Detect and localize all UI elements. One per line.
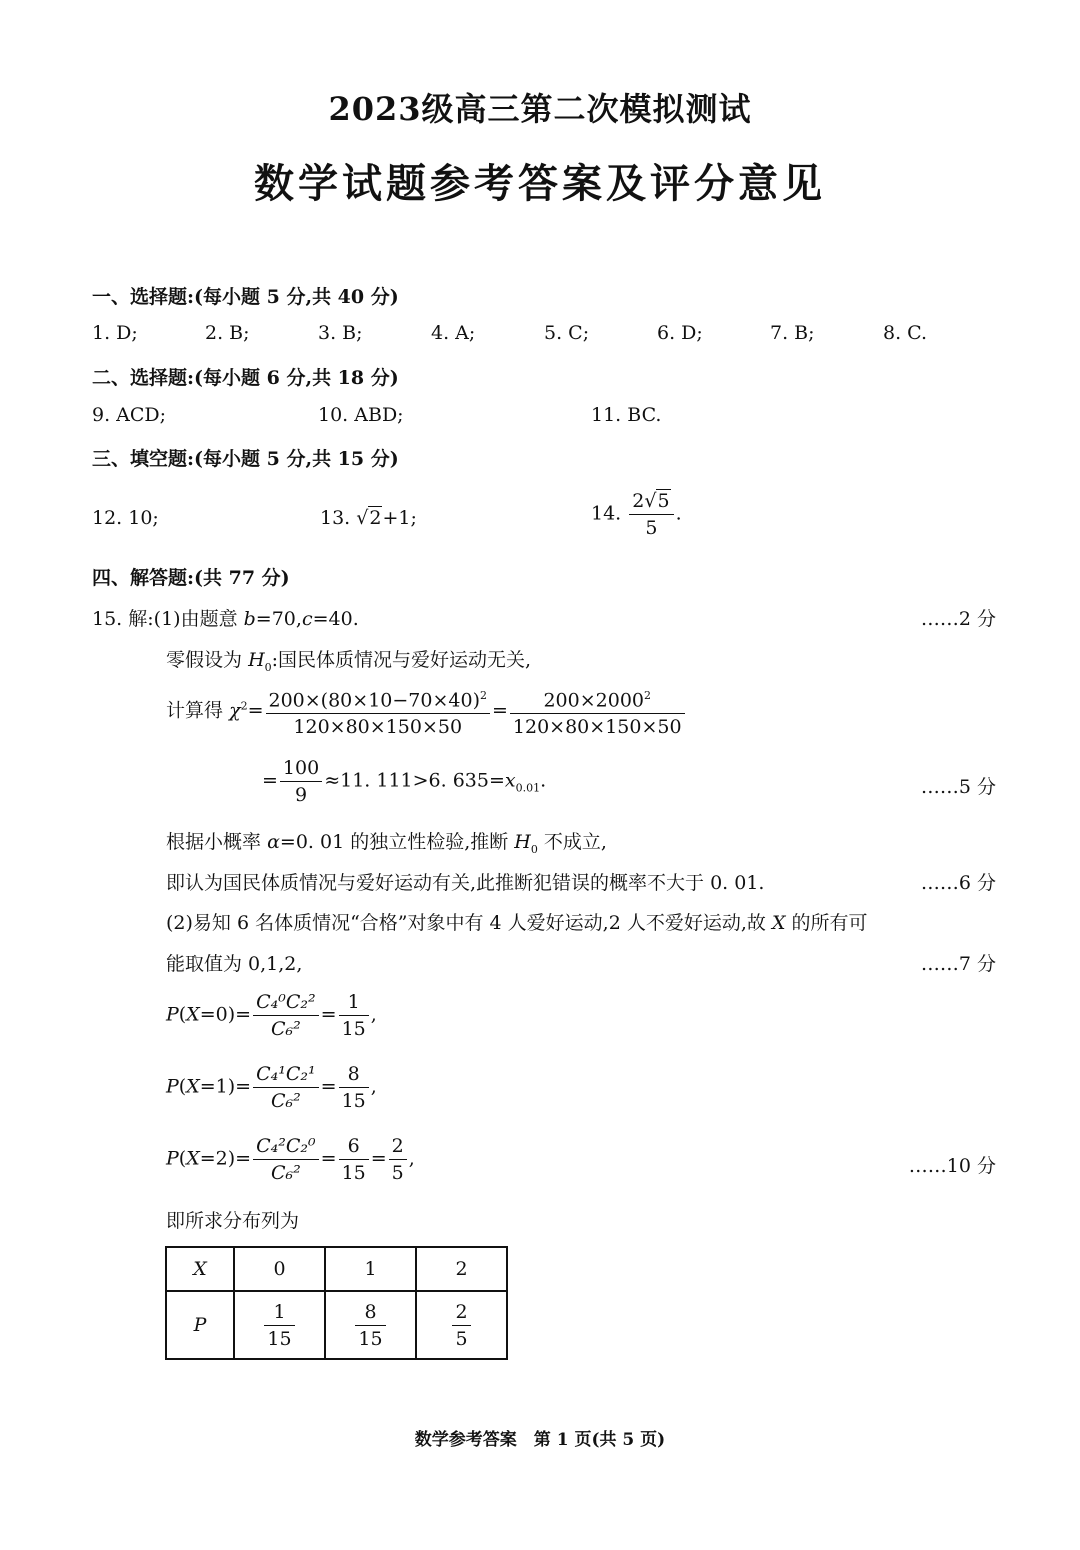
answer-14-prefix: 14. [591, 502, 622, 525]
answer-9: 9. ACD; [92, 404, 167, 426]
px0-result-fraction [339, 989, 369, 1042]
test-prefix: 根据小概率 [166, 831, 262, 853]
var-X: X [186, 1147, 200, 1170]
answer-3: 3. B; [318, 322, 363, 344]
document-title: 数学试题参考答案及评分意见 [254, 160, 826, 207]
px2-mid-num: 6 [339, 1133, 369, 1160]
answer-14 [591, 488, 682, 541]
section-heading-solutions: 四、解答题:(共 77 分) [92, 567, 290, 589]
period: . [540, 769, 547, 792]
answer-14-coef: 2 [632, 490, 645, 512]
px2-numerator: C₄²C₂⁰ [253, 1133, 319, 1160]
h0-prefix: 零假设为 [166, 649, 243, 671]
independence-test [166, 827, 607, 856]
chi-symbol: χ [229, 699, 241, 722]
P-symbol: P [166, 1003, 179, 1026]
comma: , [408, 1147, 415, 1170]
page-footer: 数学参考答案 第 1 页(共 5 页) [414, 1430, 666, 1450]
table-cell [416, 1291, 507, 1359]
px1-lhs: =1)= [199, 1075, 252, 1098]
chi-square-result [262, 755, 546, 808]
h0-sub: 0 [264, 660, 272, 674]
px2-result-fraction [389, 1133, 407, 1186]
equals: = [320, 1147, 337, 1170]
var-c: c [301, 608, 313, 630]
part2-suffix: 的所有可 [791, 912, 868, 934]
answer-14-fraction: $\frac{2√5}{5}$ [629, 488, 673, 541]
table-den: 15 [358, 1327, 383, 1350]
answer-2: 2. B; [205, 322, 250, 344]
exam-title: 2023级高三第二次模拟测试 [328, 90, 752, 128]
px0-lhs: =0)= [199, 1003, 252, 1026]
px2-comb-fraction [253, 1133, 319, 1186]
h0-text: :国民体质情况与爱好运动无关, [271, 649, 532, 671]
answer-5: 5. C; [544, 322, 590, 344]
px2-middle-fraction [339, 1133, 369, 1186]
frac2-denominator: 120×80×150×50 [512, 716, 682, 739]
var-X: X [186, 1075, 200, 1098]
part2-text: (2)易知 6 名体质情况“合格”对象中有 4 人爱好运动,2 人不爱好运动,故 [166, 912, 766, 934]
approx-value: ≈11. 111>6. 635= [324, 769, 505, 792]
answer-14-denominator: 5 [645, 517, 658, 539]
px1-result-den: 15 [341, 1090, 366, 1112]
calc-prefix: 计算得 [166, 699, 224, 722]
x-critical: x [504, 769, 516, 792]
px1-numerator: C₄¹C₂¹ [253, 1061, 319, 1088]
equals: = [262, 769, 278, 792]
px2-result-den: 5 [391, 1162, 404, 1184]
frac2-numerator: 200×2000 [543, 689, 644, 712]
chi-fraction-3 [280, 755, 322, 808]
var-X: X [771, 912, 786, 934]
px0-comb-fraction [253, 989, 319, 1042]
table-den: 5 [455, 1327, 468, 1350]
px1-comb-fraction [253, 1061, 319, 1114]
q15-line-1 [92, 604, 359, 631]
P-symbol: P [166, 1075, 179, 1098]
answer-13: 13. √2+1; [320, 507, 417, 529]
px0-result-den: 15 [341, 1018, 366, 1040]
px0-denominator: C₆² [270, 1018, 301, 1040]
prob-x-0 [166, 989, 377, 1042]
equals: = [247, 699, 264, 722]
prob-x-2 [166, 1133, 415, 1186]
px1-result-num: 8 [339, 1061, 369, 1088]
answer-13-suffix: +1; [382, 507, 417, 529]
table-cell: 1 [325, 1247, 416, 1291]
table-row [166, 1291, 507, 1359]
table-cell: 2 [416, 1247, 507, 1291]
conclusion-text: 即认为国民体质情况与爱好运动有关,此推断犯错误的概率不大于 0. 01. [166, 872, 765, 894]
score-2: ……2 分 [920, 608, 996, 630]
table-header-p: P [166, 1291, 234, 1359]
equals: = [320, 1003, 337, 1026]
table-cell [325, 1291, 416, 1359]
frac1-sup: 2 [479, 689, 487, 702]
chi-square-calc [166, 683, 687, 740]
table-num: 2 [452, 1299, 470, 1326]
answer-8: 8. C. [883, 322, 928, 344]
lparen: ( [178, 1075, 187, 1098]
distribution-table [165, 1246, 508, 1360]
test-middle: =0. 01 的独立性检验,推断 [279, 831, 509, 853]
answer-4: 4. A; [431, 322, 476, 344]
score-10: ……10 分 [908, 1155, 996, 1177]
answer-14-suffix: . [675, 502, 682, 525]
h0-var: H [514, 831, 531, 853]
answer-12: 12. 10; [92, 507, 159, 529]
c-value: =40. [312, 608, 359, 630]
equals: = [370, 1147, 387, 1170]
table-row [166, 1247, 507, 1291]
section-heading-fill: 三、填空题:(每小题 5 分,共 15 分) [92, 448, 399, 470]
frac1-numerator: 200×(80×10−70×40) [268, 689, 480, 712]
frac3-numerator: 100 [280, 755, 322, 782]
equals: = [320, 1075, 337, 1098]
px2-denominator: C₆² [270, 1162, 301, 1184]
section-heading-multi: 二、选择题:(每小题 6 分,共 18 分) [92, 367, 399, 389]
answer-11: 11. BC. [591, 404, 662, 426]
px2-result-num: 2 [389, 1133, 407, 1160]
lparen: ( [178, 1003, 187, 1026]
score-5: ……5 分 [920, 776, 996, 798]
h0-var: H [248, 649, 265, 671]
test-end: 不成立, [543, 831, 607, 853]
comma: , [370, 1003, 377, 1026]
px0-numerator: C₄⁰C₂² [253, 989, 319, 1016]
answer-14-radicand: 5 [657, 490, 670, 512]
frac2-sup: 2 [644, 689, 651, 702]
chi-fraction-2 [510, 683, 685, 740]
answer-13-radicand: 2 [369, 507, 382, 529]
prob-x-1 [166, 1061, 377, 1114]
frac1-denominator: 120×80×150×50 [293, 716, 463, 739]
answer-13-prefix: 13. [320, 507, 351, 529]
score-6: ……6 分 [920, 872, 996, 894]
comma: , [370, 1075, 377, 1098]
answer-7: 7. B; [770, 322, 815, 344]
part-2-intro [166, 908, 868, 935]
var-X: X [186, 1003, 200, 1026]
table-num: 8 [355, 1299, 385, 1326]
px2-lhs: =2)= [199, 1147, 252, 1170]
score-7: ……7 分 [920, 953, 996, 975]
possible-values: 能取值为 0,1,2, [166, 953, 303, 975]
table-cell [234, 1291, 325, 1359]
x-critical-sub: 0.01 [515, 781, 541, 795]
table-header-x: X [166, 1247, 234, 1291]
q15-intro: 15. 解:(1)由题意 [92, 608, 238, 630]
answer-10: 10. ABD; [318, 404, 404, 426]
lparen: ( [178, 1147, 187, 1170]
distribution-intro: 即所求分布列为 [166, 1210, 300, 1232]
table-den: 15 [267, 1327, 292, 1350]
table-num: 1 [264, 1299, 294, 1326]
P-symbol: P [166, 1147, 179, 1170]
section-heading-mc: 一、选择题:(每小题 5 分,共 40 分) [92, 286, 399, 308]
null-hypothesis [166, 645, 531, 674]
px2-mid-den: 15 [341, 1162, 366, 1184]
var-b: b [243, 608, 256, 630]
alpha-symbol: α [267, 831, 280, 853]
table-cell: 0 [234, 1247, 325, 1291]
b-value: =70, [255, 608, 302, 630]
frac3-denominator: 9 [295, 784, 308, 806]
px1-result-fraction [339, 1061, 369, 1114]
chi-fraction-1 [266, 683, 490, 740]
equals: = [491, 699, 508, 722]
h0-sub: 0 [530, 842, 538, 856]
answer-1: 1. D; [92, 322, 138, 344]
px0-result-num: 1 [339, 989, 369, 1016]
px1-denominator: C₆² [270, 1090, 301, 1112]
answer-6: 6. D; [657, 322, 703, 344]
chi-sup: 2 [240, 699, 248, 713]
